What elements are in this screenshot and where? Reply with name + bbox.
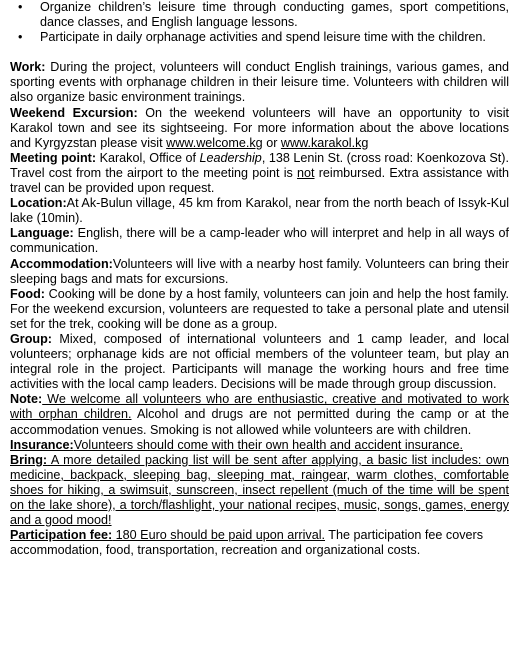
list-item [18, 30, 509, 45]
bring-text: A more detailed packing list will be sent after applying, a basic list includes: own medicine, backpack, sleeping bag, sleeping mat, raingear, warm clothes, comfortable shoes for hiking, a swimsuit, sunscreen, insect repellent (much of the time will be spent on the lake shore), a torch/flashlight, your national recipes, music, songs, games, energy and a good mood! [10, 452, 509, 528]
karakol-link[interactable]: www.karakol.kg [280, 135, 369, 150]
language-text: English, there will be a camp-leader who will interpret and help in all ways of communication. [10, 226, 509, 256]
note-emphasis: We welcome all volunteers who are enthusiastic, creative and motivated to work with orphan children. [10, 392, 509, 422]
insurance-text: Volunteers should come with their own health and accident insurance. [73, 437, 463, 452]
food-label: Food: [10, 286, 45, 301]
note-section [10, 392, 509, 437]
bullet-icon: • [18, 30, 23, 45]
list-item [18, 0, 509, 30]
meeting-section [10, 151, 509, 196]
meeting-office-name: Leadership [199, 150, 262, 165]
activity-list [10, 0, 509, 45]
food-text: Cooking will be done by a host family, volunteers can join and help the host family. For the weekend excursion, volunteers are requested to take a personal plate and utensil set for the trek, cooking will be done as a group. [10, 286, 509, 331]
meeting-text-3: reimbursed. Extra assistance with travel can be provided upon request. [10, 165, 510, 196]
note-text: Alcohol and drugs are not permitted during the camp or at the accommodation venues. Smoking is not allowed while volunteers are with children. [10, 407, 509, 437]
welcome-link[interactable]: www.welcome.kg [166, 135, 263, 150]
meeting-not-emphasis: not [297, 165, 315, 180]
bring-label: Bring: [10, 452, 48, 467]
group-label: Group: [10, 331, 52, 346]
accommodation-label: Accommodation: [10, 256, 113, 271]
fee-label: Participation fee: [10, 528, 113, 543]
language-label: Language: [10, 226, 74, 241]
group-text: Mixed, composed of international volunteers and 1 camp leader, and local volunteers; orphanage kids are not official members of the volunteer team, but play an integral role in the project. Participants will manage the working hours and free time activities with the local camp leaders. Decisions will be made through group discussion. [10, 331, 509, 392]
fee-emphasis: 180 Euro should be paid upon arrival. [112, 528, 326, 543]
meeting-text-1: Karakol, Office of [96, 150, 200, 165]
meeting-text-2: , 138 Lenin St. (cross road: Koenkozova St). Travel cost from the airport to the meeting point is [10, 150, 510, 180]
weekend-text: On the weekend volunteers will have an opportunity to visit Karakol town and see its sightseeing. For more information about the above locations and Kyrgyzstan please visit [10, 105, 509, 150]
list-item-text: Organize children’s leisure time through conducting games, sport competitions, dance classes, and English language lessons. [40, 0, 509, 30]
insurance-label: Insurance: [10, 437, 74, 452]
meeting-label: Meeting point: [10, 150, 97, 165]
language-section [10, 226, 509, 256]
location-label: Location: [10, 196, 67, 211]
bullet-icon: • [18, 0, 23, 14]
accommodation-section [10, 257, 509, 287]
note-label: Note: [10, 392, 43, 407]
weekend-section [10, 106, 509, 151]
bring-section [10, 453, 509, 528]
weekend-label: Weekend Excursion: [10, 105, 138, 120]
location-section [10, 196, 509, 226]
fee-text: The participation fee covers accommodation, food, transportation, recreation and organizational costs. [10, 528, 483, 558]
location-text: At Ak-Bulun village, 45 km from Karakol, near from the north beach of Issyk-Kul lake (10min). [10, 196, 509, 226]
food-section [10, 287, 509, 332]
work-label: Work: [10, 60, 46, 75]
work-section [10, 60, 509, 105]
group-section [10, 332, 509, 392]
fee-section [10, 528, 509, 558]
weekend-or: or [262, 135, 281, 150]
accommodation-text: Volunteers will live with a nearby host family. Volunteers can bring their sleeping bags and mats for excursions. [10, 256, 509, 286]
work-text: During the project, volunteers will conduct English trainings, various games, and sporting events with orphanage children in their leisure time. Volunteers with children will also organize basic environment trainings. [10, 60, 509, 105]
list-item-text: Participate in daily orphanage activities and spend leisure time with the children. [40, 30, 486, 45]
spacer [10, 45, 509, 60]
insurance-section [10, 438, 509, 453]
